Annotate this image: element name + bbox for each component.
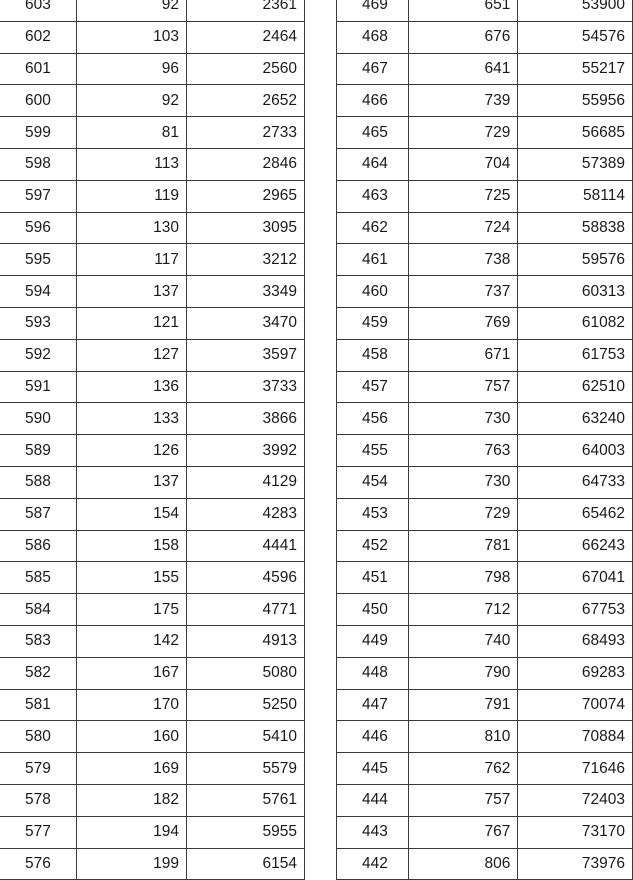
cumulative-cell: 57389 — [518, 148, 633, 180]
cumulative-cell: 2846 — [187, 148, 305, 180]
count-cell: 119 — [77, 180, 187, 212]
table-row — [0, 466, 305, 498]
count-cell: 757 — [408, 371, 518, 403]
cumulative-cell: 70074 — [518, 689, 633, 721]
table-row — [337, 53, 633, 85]
cumulative-cell: 4129 — [187, 466, 305, 498]
count-cell: 740 — [408, 625, 518, 657]
cumulative-cell: 3992 — [187, 435, 305, 467]
cumulative-cell: 2733 — [187, 117, 305, 149]
score-cell: 599 — [0, 117, 77, 149]
cumulative-cell: 58838 — [518, 212, 633, 244]
score-cell: 600 — [0, 85, 77, 117]
cumulative-cell: 54576 — [518, 21, 633, 53]
score-cell: 462 — [337, 212, 409, 244]
count-cell: 671 — [408, 339, 518, 371]
count-cell: 757 — [408, 784, 518, 816]
cumulative-cell: 68493 — [518, 625, 633, 657]
table-row — [337, 403, 633, 435]
score-cell: 468 — [337, 21, 409, 53]
count-cell: 154 — [77, 498, 187, 530]
table-row — [337, 562, 633, 594]
score-cell: 602 — [0, 21, 77, 53]
score-cell: 603 — [0, 0, 77, 21]
table-row — [337, 625, 633, 657]
cumulative-cell: 4771 — [187, 594, 305, 626]
table-row — [0, 498, 305, 530]
cumulative-cell: 66243 — [518, 530, 633, 562]
score-cell: 452 — [337, 530, 409, 562]
table-row — [337, 276, 633, 308]
score-cell: 467 — [337, 53, 409, 85]
score-cell: 578 — [0, 784, 77, 816]
cumulative-cell: 56685 — [518, 117, 633, 149]
cumulative-cell: 2560 — [187, 53, 305, 85]
cumulative-cell: 2464 — [187, 21, 305, 53]
table-row — [337, 498, 633, 530]
cumulative-cell: 67041 — [518, 562, 633, 594]
table-row — [0, 212, 305, 244]
table-row — [0, 594, 305, 626]
count-cell: 729 — [408, 498, 518, 530]
cumulative-cell: 71646 — [518, 753, 633, 785]
table-row — [337, 180, 633, 212]
count-cell: 737 — [408, 276, 518, 308]
score-cell: 464 — [337, 148, 409, 180]
count-cell: 142 — [77, 625, 187, 657]
count-cell: 725 — [408, 180, 518, 212]
cumulative-cell: 53900 — [518, 0, 633, 21]
count-cell: 137 — [77, 276, 187, 308]
table-row — [0, 117, 305, 149]
cumulative-cell: 3470 — [187, 307, 305, 339]
table-row — [337, 117, 633, 149]
count-cell: 92 — [77, 85, 187, 117]
table-row — [0, 180, 305, 212]
score-cell: 595 — [0, 244, 77, 276]
cumulative-cell: 73976 — [518, 848, 633, 880]
count-cell: 676 — [408, 21, 518, 53]
cumulative-cell: 63240 — [518, 403, 633, 435]
score-table-right — [336, 0, 633, 880]
score-cell: 579 — [0, 753, 77, 785]
count-cell: 133 — [77, 403, 187, 435]
count-cell: 117 — [77, 244, 187, 276]
count-cell: 130 — [77, 212, 187, 244]
count-cell: 791 — [408, 689, 518, 721]
score-cell: 465 — [337, 117, 409, 149]
cumulative-cell: 2965 — [187, 180, 305, 212]
table-row — [0, 816, 305, 848]
count-cell: 96 — [77, 53, 187, 85]
table-row — [0, 530, 305, 562]
table-row — [337, 244, 633, 276]
cumulative-cell: 58114 — [518, 180, 633, 212]
score-cell: 577 — [0, 816, 77, 848]
score-cell: 586 — [0, 530, 77, 562]
cumulative-cell: 5579 — [187, 753, 305, 785]
table-row — [337, 657, 633, 689]
table-row — [0, 85, 305, 117]
count-cell: 729 — [408, 117, 518, 149]
cumulative-cell: 61753 — [518, 339, 633, 371]
score-cell: 455 — [337, 435, 409, 467]
cumulative-cell: 5250 — [187, 689, 305, 721]
cumulative-cell: 3866 — [187, 403, 305, 435]
cumulative-cell: 61082 — [518, 307, 633, 339]
table-row — [0, 848, 305, 880]
count-cell: 182 — [77, 784, 187, 816]
count-cell: 170 — [77, 689, 187, 721]
cumulative-cell: 64003 — [518, 435, 633, 467]
count-cell: 738 — [408, 244, 518, 276]
score-cell: 454 — [337, 466, 409, 498]
score-cell: 453 — [337, 498, 409, 530]
cumulative-cell: 4441 — [187, 530, 305, 562]
cumulative-cell: 3095 — [187, 212, 305, 244]
table-row — [337, 148, 633, 180]
cumulative-cell: 72403 — [518, 784, 633, 816]
table-row — [0, 753, 305, 785]
cumulative-cell: 70884 — [518, 721, 633, 753]
count-cell: 712 — [408, 594, 518, 626]
cumulative-cell: 2361 — [187, 0, 305, 21]
score-cell: 585 — [0, 562, 77, 594]
count-cell: 641 — [408, 53, 518, 85]
cumulative-cell: 4283 — [187, 498, 305, 530]
table-row — [0, 784, 305, 816]
cumulative-cell: 5080 — [187, 657, 305, 689]
score-cell: 593 — [0, 307, 77, 339]
table-row — [0, 403, 305, 435]
table-row — [337, 371, 633, 403]
cumulative-cell: 4596 — [187, 562, 305, 594]
table-row — [337, 721, 633, 753]
count-cell: 730 — [408, 466, 518, 498]
count-cell: 798 — [408, 562, 518, 594]
score-cell: 469 — [337, 0, 409, 21]
cumulative-cell: 73170 — [518, 816, 633, 848]
score-cell: 457 — [337, 371, 409, 403]
cumulative-cell: 3212 — [187, 244, 305, 276]
cumulative-cell: 5761 — [187, 784, 305, 816]
score-cell: 581 — [0, 689, 77, 721]
table-row — [337, 530, 633, 562]
cumulative-cell: 65462 — [518, 498, 633, 530]
table-row — [337, 435, 633, 467]
cumulative-cell: 59576 — [518, 244, 633, 276]
table-row — [337, 212, 633, 244]
cumulative-cell: 55956 — [518, 85, 633, 117]
table-row — [0, 721, 305, 753]
score-cell: 589 — [0, 435, 77, 467]
cumulative-cell: 3733 — [187, 371, 305, 403]
table-row — [337, 466, 633, 498]
count-cell: 194 — [77, 816, 187, 848]
score-cell: 591 — [0, 371, 77, 403]
score-cell: 449 — [337, 625, 409, 657]
score-cell: 592 — [0, 339, 77, 371]
cumulative-cell: 4913 — [187, 625, 305, 657]
score-cell: 459 — [337, 307, 409, 339]
table-row — [0, 148, 305, 180]
cumulative-cell: 3597 — [187, 339, 305, 371]
table-row — [0, 689, 305, 721]
count-cell: 704 — [408, 148, 518, 180]
score-cell: 444 — [337, 784, 409, 816]
table-row — [0, 371, 305, 403]
count-cell: 103 — [77, 21, 187, 53]
count-cell: 169 — [77, 753, 187, 785]
cumulative-cell: 5955 — [187, 816, 305, 848]
cumulative-cell: 5410 — [187, 721, 305, 753]
table-row — [0, 53, 305, 85]
count-cell: 137 — [77, 466, 187, 498]
count-cell: 160 — [77, 721, 187, 753]
count-cell: 730 — [408, 403, 518, 435]
table-row — [337, 816, 633, 848]
table-row — [337, 85, 633, 117]
table-row — [0, 276, 305, 308]
score-cell: 447 — [337, 689, 409, 721]
score-cell: 448 — [337, 657, 409, 689]
score-table-left — [0, 0, 305, 880]
table-row — [337, 753, 633, 785]
score-cell: 590 — [0, 403, 77, 435]
cumulative-cell: 69283 — [518, 657, 633, 689]
count-cell: 167 — [77, 657, 187, 689]
count-cell: 126 — [77, 435, 187, 467]
count-cell: 199 — [77, 848, 187, 880]
table-row — [0, 435, 305, 467]
score-cell: 587 — [0, 498, 77, 530]
table-row — [337, 307, 633, 339]
score-cell: 594 — [0, 276, 77, 308]
count-cell: 121 — [77, 307, 187, 339]
cumulative-cell: 64733 — [518, 466, 633, 498]
table-row — [337, 689, 633, 721]
score-cell: 601 — [0, 53, 77, 85]
score-cell: 582 — [0, 657, 77, 689]
count-cell: 92 — [77, 0, 187, 21]
count-cell: 767 — [408, 816, 518, 848]
score-cell: 583 — [0, 625, 77, 657]
table-row — [0, 562, 305, 594]
score-cell: 576 — [0, 848, 77, 880]
score-cell: 584 — [0, 594, 77, 626]
score-cell: 596 — [0, 212, 77, 244]
score-cell: 446 — [337, 721, 409, 753]
score-cell: 451 — [337, 562, 409, 594]
table-row — [0, 657, 305, 689]
table-row — [0, 339, 305, 371]
cumulative-cell: 67753 — [518, 594, 633, 626]
score-cell: 456 — [337, 403, 409, 435]
score-cell: 597 — [0, 180, 77, 212]
score-cell: 598 — [0, 148, 77, 180]
score-cell: 442 — [337, 848, 409, 880]
table-row — [337, 21, 633, 53]
table-row — [337, 339, 633, 371]
cumulative-cell: 62510 — [518, 371, 633, 403]
table-row — [337, 848, 633, 880]
table-row — [0, 0, 305, 21]
count-cell: 724 — [408, 212, 518, 244]
score-cell: 460 — [337, 276, 409, 308]
cumulative-cell: 3349 — [187, 276, 305, 308]
score-cell: 450 — [337, 594, 409, 626]
score-cell: 580 — [0, 721, 77, 753]
count-cell: 769 — [408, 307, 518, 339]
score-cell: 588 — [0, 466, 77, 498]
table-row — [337, 784, 633, 816]
score-cell: 461 — [337, 244, 409, 276]
count-cell: 790 — [408, 657, 518, 689]
table-row — [0, 21, 305, 53]
count-cell: 739 — [408, 85, 518, 117]
count-cell: 81 — [77, 117, 187, 149]
cumulative-cell: 6154 — [187, 848, 305, 880]
count-cell: 781 — [408, 530, 518, 562]
table-row — [337, 0, 633, 21]
count-cell: 810 — [408, 721, 518, 753]
table-row — [0, 307, 305, 339]
score-cell: 458 — [337, 339, 409, 371]
cumulative-cell: 55217 — [518, 53, 633, 85]
table-row — [337, 594, 633, 626]
count-cell: 136 — [77, 371, 187, 403]
count-cell: 113 — [77, 148, 187, 180]
count-cell: 158 — [77, 530, 187, 562]
count-cell: 806 — [408, 848, 518, 880]
score-cell: 445 — [337, 753, 409, 785]
count-cell: 127 — [77, 339, 187, 371]
table-row — [0, 244, 305, 276]
score-cell: 466 — [337, 85, 409, 117]
cumulative-cell: 2652 — [187, 85, 305, 117]
score-cell: 443 — [337, 816, 409, 848]
count-cell: 762 — [408, 753, 518, 785]
count-cell: 155 — [77, 562, 187, 594]
count-cell: 763 — [408, 435, 518, 467]
cumulative-cell: 60313 — [518, 276, 633, 308]
count-cell: 175 — [77, 594, 187, 626]
count-cell: 651 — [408, 0, 518, 21]
score-cell: 463 — [337, 180, 409, 212]
table-row — [0, 625, 305, 657]
